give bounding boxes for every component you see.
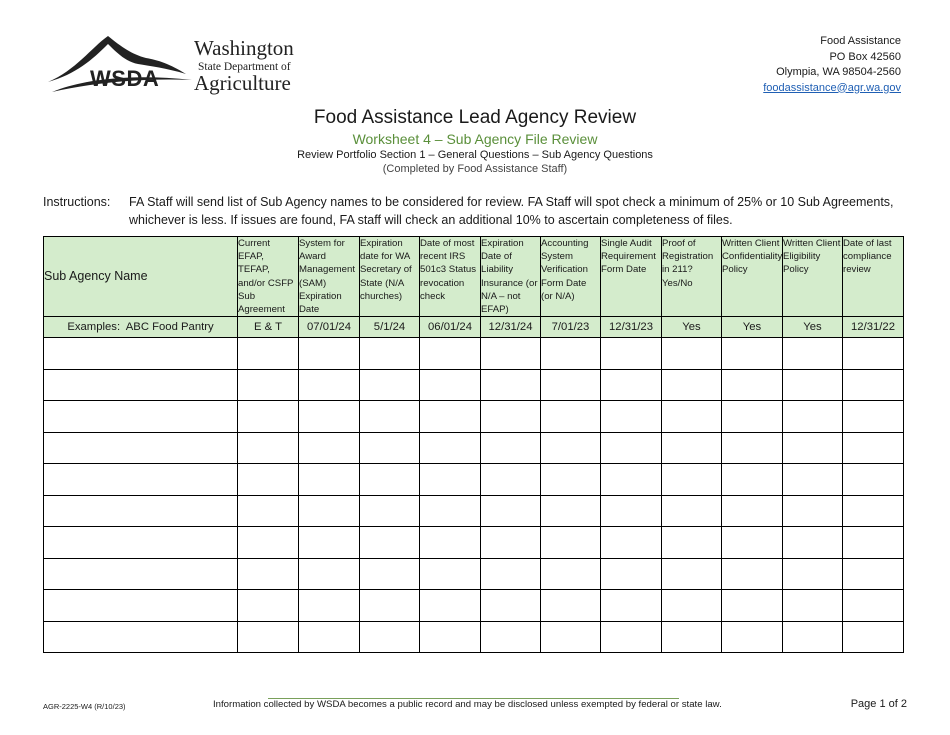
input-cell[interactable] [541, 495, 601, 527]
input-cell[interactable] [722, 464, 783, 496]
example-row [44, 317, 904, 338]
input-cell[interactable] [238, 401, 299, 433]
input-cell[interactable] [783, 527, 843, 559]
input-cell[interactable] [722, 621, 783, 653]
input-cell[interactable] [541, 621, 601, 653]
input-cell[interactable] [662, 369, 722, 401]
input-cell[interactable] [541, 432, 601, 464]
input-cell[interactable] [541, 338, 601, 370]
blank-rows [44, 338, 904, 653]
completed-by-note: (Completed by Food Assistance Staff) [382, 163, 568, 175]
input-cell[interactable] [481, 527, 541, 559]
input-cell[interactable] [722, 527, 783, 559]
header-cell: Accounting System Verification Form Date (or N/A) [541, 237, 601, 317]
header-cell: Single Audit Requirement Form Date [601, 237, 662, 317]
input-cell[interactable] [783, 590, 843, 622]
input-cell[interactable] [420, 464, 481, 496]
input-cell[interactable] [783, 369, 843, 401]
input-cell[interactable] [601, 369, 662, 401]
example-cell: 06/01/24 [420, 317, 481, 338]
input-cell[interactable] [299, 401, 360, 433]
table-row [44, 621, 904, 653]
header-cell: Proof of Registration in 211? Yes/No [662, 237, 722, 317]
input-cell[interactable] [44, 527, 238, 559]
example-cell: 12/31/22 [843, 317, 904, 338]
input-cell[interactable] [843, 464, 904, 496]
input-cell[interactable] [238, 527, 299, 559]
input-cell[interactable] [299, 527, 360, 559]
worksheet-title: Worksheet 4 – Sub Agency File Review [352, 131, 598, 147]
address-line-1: Food Assistance [820, 35, 901, 47]
wsda-logo [46, 30, 296, 96]
input-cell[interactable] [420, 432, 481, 464]
email-link[interactable]: foodassistance@agr.wa.gov [763, 81, 901, 94]
table-row [44, 369, 904, 401]
table-row [44, 338, 904, 370]
input-cell[interactable] [722, 432, 783, 464]
input-cell[interactable] [843, 590, 904, 622]
input-cell[interactable] [44, 621, 238, 653]
input-cell[interactable] [44, 432, 238, 464]
input-cell[interactable] [360, 527, 420, 559]
input-cell[interactable] [843, 621, 904, 653]
input-cell[interactable] [420, 527, 481, 559]
input-cell[interactable] [662, 558, 722, 590]
input-cell[interactable] [238, 432, 299, 464]
input-cell[interactable] [360, 464, 420, 496]
input-cell[interactable] [601, 527, 662, 559]
input-cell[interactable] [662, 338, 722, 370]
input-cell[interactable] [541, 464, 601, 496]
section-title: Review Portfolio Section 1 – General Questions – Sub Agency Questions [297, 149, 653, 161]
example-cell: 12/31/24 [481, 317, 541, 338]
input-cell[interactable] [783, 432, 843, 464]
input-cell[interactable] [481, 590, 541, 622]
input-cell[interactable] [360, 590, 420, 622]
input-cell[interactable] [44, 495, 238, 527]
example-cell: Yes [783, 317, 843, 338]
logo-agriculture: Agriculture [194, 71, 291, 95]
input-cell[interactable] [238, 495, 299, 527]
input-cell[interactable] [481, 338, 541, 370]
input-cell[interactable] [481, 369, 541, 401]
input-cell[interactable] [481, 621, 541, 653]
input-cell[interactable] [360, 432, 420, 464]
public-record-notice: Information collected by WSDA becomes a public record and may be disclosed unless exempted by federal or state law. [213, 699, 722, 710]
table-row [44, 401, 904, 433]
table-row [44, 464, 904, 496]
input-cell[interactable] [662, 527, 722, 559]
example-cell: Yes [722, 317, 783, 338]
input-cell[interactable] [722, 495, 783, 527]
header-cell: Date of most recent IRS 501c3 Status revocation check [420, 237, 481, 317]
input-cell[interactable] [662, 401, 722, 433]
input-cell[interactable] [722, 590, 783, 622]
example-cell: 07/01/24 [299, 317, 360, 338]
input-cell[interactable] [44, 590, 238, 622]
input-cell[interactable] [360, 558, 420, 590]
input-cell[interactable] [299, 369, 360, 401]
input-cell[interactable] [299, 464, 360, 496]
input-cell[interactable] [843, 558, 904, 590]
input-cell[interactable] [299, 338, 360, 370]
input-cell[interactable] [299, 590, 360, 622]
input-cell[interactable] [843, 401, 904, 433]
input-cell[interactable] [783, 338, 843, 370]
input-cell[interactable] [662, 464, 722, 496]
input-cell[interactable] [843, 338, 904, 370]
input-cell[interactable] [601, 590, 662, 622]
input-cell[interactable] [601, 495, 662, 527]
input-cell[interactable] [843, 432, 904, 464]
header-cell: Sub Agency Name [44, 237, 238, 317]
input-cell[interactable] [541, 369, 601, 401]
header-cell: Date of last compliance review [843, 237, 904, 317]
input-cell[interactable] [541, 590, 601, 622]
header-cell: System for Award Management (SAM) Expiration Date [299, 237, 360, 317]
input-cell[interactable] [541, 401, 601, 433]
table-row [44, 590, 904, 622]
input-cell[interactable] [299, 432, 360, 464]
input-cell[interactable] [420, 401, 481, 433]
input-cell[interactable] [783, 464, 843, 496]
input-cell[interactable] [420, 590, 481, 622]
header-row [44, 237, 904, 317]
header-cell: Written Client Confidentiality Policy [722, 237, 783, 317]
input-cell[interactable] [783, 558, 843, 590]
page-number: Page 1 of 2 [850, 698, 907, 710]
input-cell[interactable] [299, 621, 360, 653]
input-cell[interactable] [420, 558, 481, 590]
input-cell[interactable] [662, 621, 722, 653]
logo-dept: State Department of [198, 61, 291, 73]
input-cell[interactable] [420, 621, 481, 653]
input-cell[interactable] [722, 558, 783, 590]
input-cell[interactable] [360, 495, 420, 527]
logo-name: Washington [194, 36, 294, 60]
input-cell[interactable] [783, 401, 843, 433]
input-cell[interactable] [238, 621, 299, 653]
form-code: AGR-2225-W4 (R/10/23) [43, 702, 126, 711]
input-cell[interactable] [843, 495, 904, 527]
input-cell[interactable] [662, 590, 722, 622]
input-cell[interactable] [601, 558, 662, 590]
input-cell[interactable] [601, 338, 662, 370]
header-cell: Current EFAP, TEFAP, and/or CSFP Sub Agreement [238, 237, 299, 317]
input-cell[interactable] [44, 369, 238, 401]
input-cell[interactable] [44, 401, 238, 433]
page-title: Food Assistance Lead Agency Review [313, 107, 637, 128]
input-cell[interactable] [541, 558, 601, 590]
input-cell[interactable] [360, 369, 420, 401]
input-cell[interactable] [722, 369, 783, 401]
address-line-2: PO Box 42560 [829, 50, 901, 63]
sub-agency-review-table [43, 236, 904, 653]
example-cell: 5/1/24 [360, 317, 420, 338]
header-cell: Expiration Date of Liability Insurance (or N/A – not EFAP) [481, 237, 541, 317]
input-cell[interactable] [420, 369, 481, 401]
input-cell[interactable] [360, 338, 420, 370]
input-cell[interactable] [238, 369, 299, 401]
title-block [0, 106, 950, 176]
input-cell[interactable] [299, 495, 360, 527]
example-cell: Yes [662, 317, 722, 338]
input-cell[interactable] [843, 527, 904, 559]
logo-abbr: WSDA [90, 66, 160, 91]
header-cell: Expiration date for WA Secretary of State (N/A churches) [360, 237, 420, 317]
input-cell[interactable] [420, 495, 481, 527]
input-cell[interactable] [238, 464, 299, 496]
input-cell[interactable] [601, 401, 662, 433]
input-cell[interactable] [360, 401, 420, 433]
table-row [44, 527, 904, 559]
input-cell[interactable] [662, 432, 722, 464]
example-name: ABC Food Pantry [125, 321, 214, 334]
example-cell: 7/01/23 [541, 317, 601, 338]
input-cell[interactable] [44, 464, 238, 496]
input-cell[interactable] [238, 590, 299, 622]
input-cell[interactable] [722, 401, 783, 433]
example-label: Examples: [67, 321, 121, 334]
input-cell[interactable] [238, 338, 299, 370]
input-cell[interactable] [662, 495, 722, 527]
table-row [44, 432, 904, 464]
input-cell[interactable] [783, 495, 843, 527]
table-row [44, 495, 904, 527]
example-cell: 12/31/23 [601, 317, 662, 338]
input-cell[interactable] [541, 527, 601, 559]
input-cell[interactable] [238, 558, 299, 590]
table-row [44, 558, 904, 590]
header-cell: Written Client Eligibility Policy [783, 237, 843, 317]
example-cell: E & T [238, 317, 299, 338]
input-cell[interactable] [420, 338, 481, 370]
input-cell[interactable] [481, 432, 541, 464]
input-cell[interactable] [601, 432, 662, 464]
input-cell[interactable] [360, 621, 420, 653]
input-cell[interactable] [481, 558, 541, 590]
input-cell[interactable] [843, 369, 904, 401]
input-cell[interactable] [44, 558, 238, 590]
input-cell[interactable] [481, 401, 541, 433]
input-cell[interactable] [601, 464, 662, 496]
input-cell[interactable] [44, 338, 238, 370]
input-cell[interactable] [722, 338, 783, 370]
address-line-3: Olympia, WA 98504-2560 [776, 66, 901, 78]
instructions-label: Instructions: [43, 195, 111, 209]
example-name-cell [44, 317, 238, 338]
input-cell[interactable] [481, 495, 541, 527]
input-cell[interactable] [783, 621, 843, 653]
instructions-text: FA Staff will send list of Sub Agency names to be considered for review. FA Staff will spot check a minimum of 25% or 10 Sub Agreements, whichever is less. If issues are found, FA staff will check an additional 10% to ascertain completeness of files. [129, 195, 894, 227]
input-cell[interactable] [481, 464, 541, 496]
input-cell[interactable] [601, 621, 662, 653]
address-block [763, 34, 901, 96]
input-cell[interactable] [299, 558, 360, 590]
